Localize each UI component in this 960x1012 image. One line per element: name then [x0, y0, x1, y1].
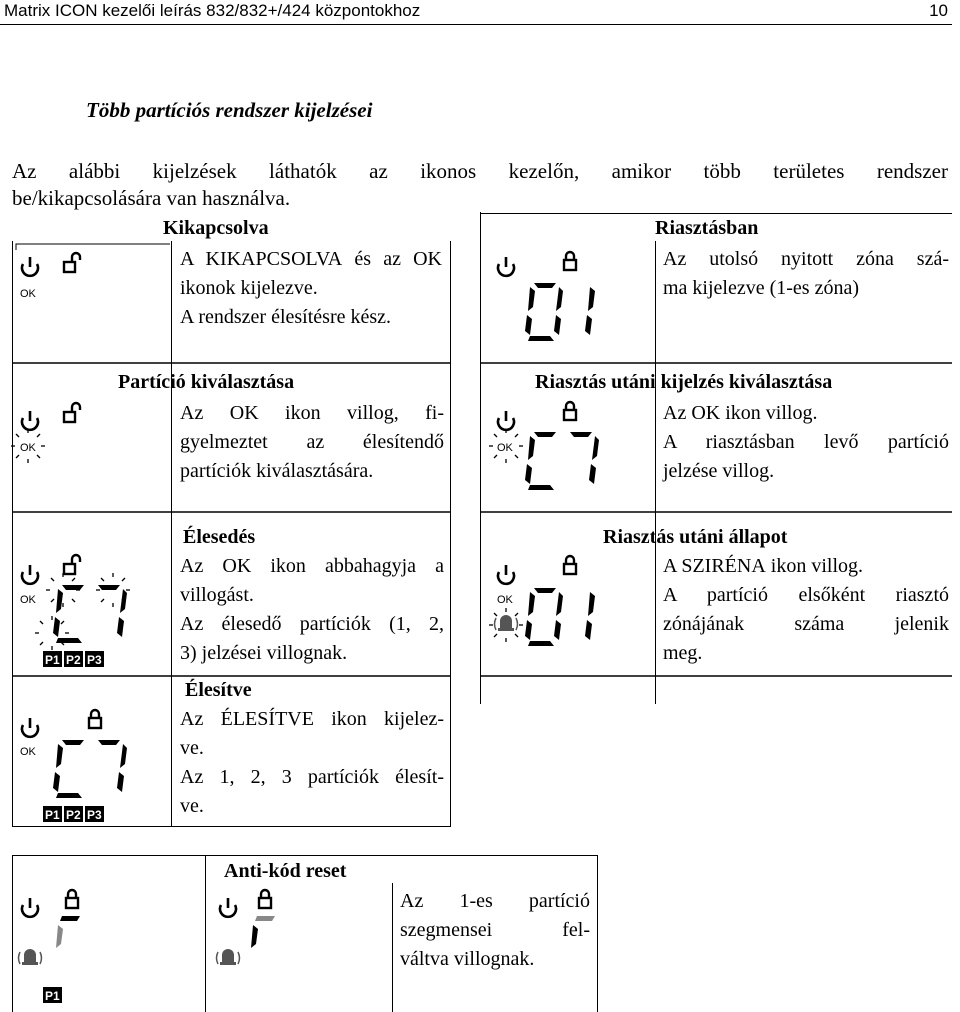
- cell-kikapcsolva-heading: Kikapcsolva: [163, 217, 269, 239]
- cell-allapot-text: [663, 552, 949, 668]
- kijelzes-line1: Az OK ikon villog.: [663, 402, 818, 424]
- cell-elesitve-heading: Élesítve: [185, 679, 252, 701]
- svg-text:P2: P2: [66, 653, 81, 667]
- cell-kijelzes-heading: Riasztás utáni kijelzés kiválasztása: [535, 371, 833, 393]
- svg-text:OK: OK: [497, 442, 513, 454]
- header-title: Matrix ICON kezelői leírás 832/832+/424 központokhoz: [4, 1, 421, 20]
- svg-text:OK: OK: [20, 442, 36, 454]
- elesedes-line3: Az élesedő partíciók (1, 2,: [180, 613, 444, 635]
- intro-line-2: be/kikapcsolására van használva.: [12, 186, 291, 210]
- svg-text:P3: P3: [87, 653, 102, 667]
- elesitve-line2: ve.: [180, 737, 204, 759]
- kikapcsolva-line2: ikonok kijelezve.: [180, 277, 318, 299]
- svg-text:P1: P1: [45, 653, 60, 667]
- elesitve-line1: Az ÉLESÍTVE ikon kijelez-: [180, 708, 444, 730]
- elesedes-line4: 3) jelzései villognak.: [180, 642, 348, 664]
- kijelzes-line3: jelzése villog.: [663, 460, 775, 482]
- kijelzes-line2: A riasztásban levő partíció: [663, 431, 949, 453]
- svg-text:OK: OK: [20, 746, 36, 758]
- antikod-line3: váltva villognak.: [400, 948, 535, 970]
- cell-elesedes-text: [180, 552, 444, 668]
- cell-elesedes-heading: Élesedés: [183, 526, 256, 548]
- cell-antikod-text: [400, 887, 590, 974]
- riasztasban-line2: ma kijelezve (1-es zóna): [663, 277, 860, 299]
- antikod-line1: Az 1-es partíció: [400, 890, 590, 912]
- riasztasban-line1: Az utolsó nyitott zóna szá-: [663, 248, 949, 270]
- allapot-line2: A partíció elsőként riasztó: [663, 584, 949, 606]
- lcd-antikod-1: [19, 890, 81, 1003]
- allapot-line1: A SZIRÉNA ikon villog.: [663, 555, 864, 577]
- cell-particio-heading: Partíció kiválasztása: [118, 371, 295, 393]
- svg-text:P2: P2: [66, 808, 81, 822]
- particio-line3: partíciók kiválasztására.: [180, 460, 374, 482]
- cell-riasztasban-heading: Riasztásban: [655, 217, 759, 239]
- cell-allapot-heading: Riasztás utáni állapot: [603, 526, 788, 548]
- cell-antikod-heading: Anti-kód reset: [224, 860, 347, 882]
- antikod-line2: szegmensei fel-: [400, 919, 590, 941]
- svg-text:OK: OK: [20, 594, 36, 606]
- section-title: Több partíciós rendszer kijelzései: [86, 98, 373, 122]
- lcd-antikod-2: [217, 890, 276, 965]
- elesitve-line4: ve.: [180, 795, 204, 817]
- elesitve-line3: Az 1, 2, 3 partíciók élesít-: [180, 766, 444, 788]
- cell-elesitve-text: [180, 705, 444, 821]
- page-number: 10: [929, 1, 948, 20]
- svg-text:OK: OK: [20, 288, 36, 300]
- particio-line1: Az OK ikon villog, fi-: [180, 402, 444, 424]
- allapot-line3: zónájának száma jelenik: [663, 613, 949, 635]
- svg-text:OK: OK: [497, 594, 513, 606]
- elesedes-line2: villogást.: [180, 584, 254, 606]
- kikapcsolva-line3: A rendszer élesítésre kész.: [180, 306, 392, 328]
- lcd-elesitve: [20, 710, 127, 822]
- elesedes-line1: Az OK ikon abbahagyja a: [180, 555, 444, 577]
- svg-text:P1: P1: [45, 808, 60, 822]
- cell-particio-text: [180, 399, 444, 486]
- svg-text:P3: P3: [87, 808, 102, 822]
- svg-text:P1: P1: [45, 989, 60, 1003]
- cell-riasztasban-text: [663, 245, 949, 303]
- cell-kijelzes-text: [663, 399, 949, 486]
- cell-kikapcsolva-text: [180, 245, 442, 332]
- particio-line2: gyelmeztet az élesítendő: [180, 431, 444, 453]
- kikapcsolva-line1: A KIKAPCSOLVA és az OK: [180, 248, 442, 270]
- allapot-line4: meg.: [663, 642, 703, 664]
- intro-line-1: Az alábbi kijelzések láthatók az ikonos kezelőn, amikor több területes rendszer: [12, 159, 948, 183]
